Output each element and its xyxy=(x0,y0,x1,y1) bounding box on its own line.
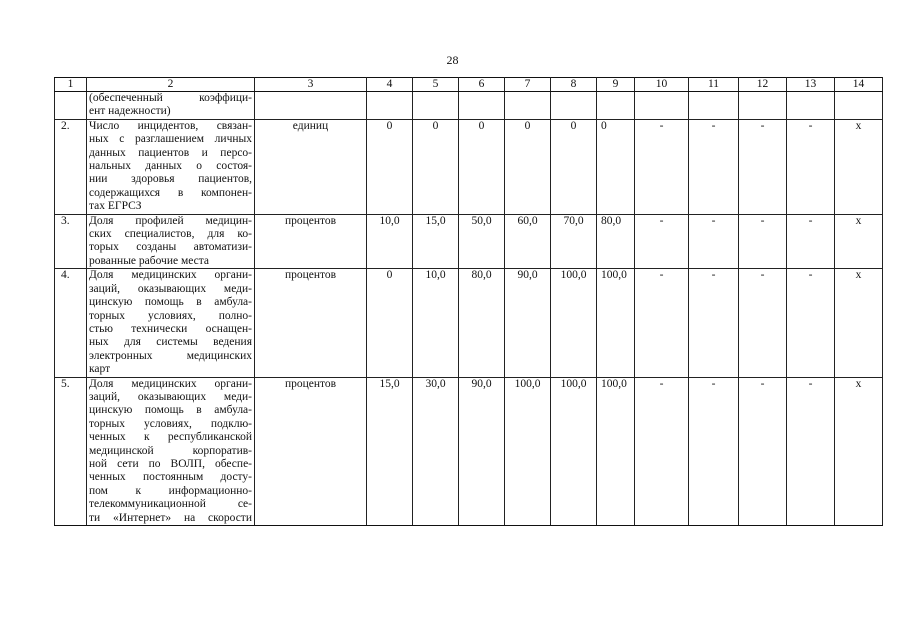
value-cell xyxy=(739,92,787,120)
row-number xyxy=(55,92,87,120)
description-line: нальных данных о состоя- xyxy=(89,160,252,173)
value-cell: - xyxy=(689,269,739,377)
column-header: 11 xyxy=(689,78,739,92)
value-cell: x xyxy=(835,269,883,377)
value-cell: 0 xyxy=(459,119,505,214)
value-cell: 100,0 xyxy=(597,269,635,377)
description-line: ченных к республиканской xyxy=(89,431,252,444)
value-cell: 90,0 xyxy=(459,377,505,525)
value-cell: 70,0 xyxy=(551,214,597,269)
value-cell: - xyxy=(689,119,739,214)
value-cell xyxy=(505,92,551,120)
column-header: 4 xyxy=(367,78,413,92)
value-cell: 90,0 xyxy=(505,269,551,377)
value-cell xyxy=(689,92,739,120)
description-line: ченных постоянным досту- xyxy=(89,471,252,484)
value-cell: 0 xyxy=(505,119,551,214)
value-cell xyxy=(597,92,635,120)
column-header: 2 xyxy=(87,78,255,92)
table-row xyxy=(55,119,883,214)
value-cell xyxy=(635,92,689,120)
value-cell: x xyxy=(835,119,883,214)
value-cell: - xyxy=(635,269,689,377)
value-cell: - xyxy=(739,377,787,525)
value-cell xyxy=(835,92,883,120)
description-line: тах ЕГРСЗ xyxy=(89,200,142,213)
description-line: ент надежности) xyxy=(89,105,171,118)
description-line: стью технически оснащен- xyxy=(89,322,252,335)
indicator-table xyxy=(54,77,883,526)
description-line: (обеспеченный коэффици- xyxy=(89,92,252,104)
table-header-row xyxy=(55,78,883,92)
value-cell: - xyxy=(787,214,835,269)
description-line: содержащихся в компонен- xyxy=(89,186,252,199)
description-line: заций, оказывающих меди- xyxy=(89,390,252,403)
value-cell: 100,0 xyxy=(551,377,597,525)
value-cell: 0 xyxy=(597,119,635,214)
description-line: данных пациентов и персо- xyxy=(89,146,252,159)
value-cell xyxy=(551,92,597,120)
value-cell: 0 xyxy=(367,119,413,214)
table-row xyxy=(55,214,883,269)
value-cell: x xyxy=(835,377,883,525)
description-line: ских специалистов, для ко- xyxy=(89,228,252,241)
row-number: 5. xyxy=(55,377,87,525)
row-number: 4. xyxy=(55,269,87,377)
value-cell: 100,0 xyxy=(597,377,635,525)
unit-cell: процентов xyxy=(255,377,367,525)
description-line: цинскую помощь в амбула- xyxy=(89,296,252,309)
column-header: 8 xyxy=(551,78,597,92)
value-cell xyxy=(459,92,505,120)
value-cell: 10,0 xyxy=(367,214,413,269)
value-cell: 100,0 xyxy=(505,377,551,525)
description-line: пом к информационно- xyxy=(89,484,252,497)
column-header: 7 xyxy=(505,78,551,92)
table-body xyxy=(55,78,883,526)
description-line: Число инцидентов, связан- xyxy=(89,119,252,132)
value-cell: - xyxy=(689,214,739,269)
value-cell: - xyxy=(739,119,787,214)
column-header: 9 xyxy=(597,78,635,92)
description-line: Доля медицинских органи- xyxy=(89,377,252,390)
value-cell: - xyxy=(635,377,689,525)
column-header: 1 xyxy=(55,78,87,92)
value-cell: 0 xyxy=(551,119,597,214)
indicator-description xyxy=(87,119,255,214)
indicator-description xyxy=(87,269,255,377)
description-line: ти «Интернет» на скорости xyxy=(89,511,252,524)
value-cell: 30,0 xyxy=(413,377,459,525)
row-number: 2. xyxy=(55,119,87,214)
description-line: Доля профилей медицин- xyxy=(89,214,252,227)
indicator-description xyxy=(87,92,255,120)
page-number: 28 xyxy=(446,53,459,67)
description-line: заций, оказывающих меди- xyxy=(89,282,252,295)
description-line: нии здоровья пациентов, xyxy=(89,173,252,186)
value-cell: 15,0 xyxy=(367,377,413,525)
description-line: торных условиях, полно- xyxy=(89,309,252,322)
table-row xyxy=(55,269,883,377)
unit-cell: единиц xyxy=(255,119,367,214)
value-cell: - xyxy=(787,119,835,214)
indicator-description xyxy=(87,377,255,525)
description-line: ных с разглашением личных xyxy=(89,133,252,146)
value-cell: - xyxy=(787,377,835,525)
value-cell: x xyxy=(835,214,883,269)
row-number: 3. xyxy=(55,214,87,269)
column-header: 6 xyxy=(459,78,505,92)
value-cell: - xyxy=(689,377,739,525)
description-line: Доля медицинских органи- xyxy=(89,269,252,282)
description-line: рованные рабочие места xyxy=(89,254,210,267)
description-line: торых созданы автоматизи- xyxy=(89,241,252,254)
value-cell: 60,0 xyxy=(505,214,551,269)
column-header: 3 xyxy=(255,78,367,92)
value-cell: 0 xyxy=(367,269,413,377)
description-line: медицинской корпоратив- xyxy=(89,444,252,457)
unit-cell: процентов xyxy=(255,269,367,377)
value-cell: - xyxy=(739,214,787,269)
value-cell: - xyxy=(787,269,835,377)
value-cell: - xyxy=(739,269,787,377)
value-cell: 100,0 xyxy=(551,269,597,377)
value-cell: 50,0 xyxy=(459,214,505,269)
value-cell: - xyxy=(635,119,689,214)
column-header: 5 xyxy=(413,78,459,92)
value-cell: 10,0 xyxy=(413,269,459,377)
unit-cell xyxy=(255,92,367,120)
description-line: карт xyxy=(89,363,111,376)
description-line: электронных медицинских xyxy=(89,349,252,362)
description-line: телекоммуникационной се- xyxy=(89,498,252,511)
value-cell: 80,0 xyxy=(597,214,635,269)
value-cell xyxy=(367,92,413,120)
description-line: ных для системы ведения xyxy=(89,336,252,349)
value-cell: 0 xyxy=(413,119,459,214)
value-cell xyxy=(787,92,835,120)
unit-cell: процентов xyxy=(255,214,367,269)
table-row xyxy=(55,92,883,120)
column-header: 13 xyxy=(787,78,835,92)
description-line: цинскую помощь в амбула- xyxy=(89,404,252,417)
value-cell: 80,0 xyxy=(459,269,505,377)
table-row xyxy=(55,377,883,525)
indicator-description xyxy=(87,214,255,269)
description-line: торных условиях, подклю- xyxy=(89,417,252,430)
value-cell: 15,0 xyxy=(413,214,459,269)
column-header: 12 xyxy=(739,78,787,92)
description-line: ной сети по ВОЛП, обеспе- xyxy=(89,457,252,470)
value-cell xyxy=(413,92,459,120)
value-cell: - xyxy=(635,214,689,269)
column-header: 10 xyxy=(635,78,689,92)
column-header: 14 xyxy=(835,78,883,92)
